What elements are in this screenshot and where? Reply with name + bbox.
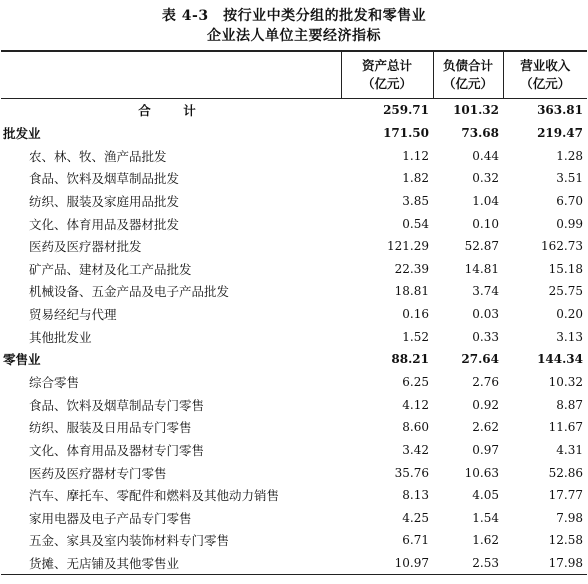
table-row	[1, 393, 587, 416]
table-row	[1, 439, 587, 462]
table-title: 表 4-3 按行业中类分组的批发和零售业	[161, 8, 427, 24]
header-revenue-label: 营业收入	[520, 58, 571, 73]
header-assets-label: 资产总计	[361, 58, 412, 73]
row-assets: 259.71	[383, 103, 429, 118]
row-assets: 121.29	[387, 239, 429, 254]
row-liabilities: 10.63	[464, 465, 499, 480]
row-revenue: 8.87	[556, 397, 583, 412]
row-liabilities: 2.62	[472, 420, 499, 435]
row-liabilities: 52.87	[464, 239, 499, 254]
row-assets: 0.54	[402, 216, 429, 231]
table-row	[1, 507, 587, 530]
row-assets: 35.76	[394, 465, 429, 480]
row-revenue: 25.75	[548, 284, 583, 299]
row-revenue: 15.18	[548, 261, 583, 276]
row-assets: 1.12	[402, 148, 429, 163]
header-name	[1, 51, 341, 99]
row-name: 综合零售	[29, 375, 80, 390]
row-liabilities: 73.68	[461, 125, 499, 140]
row-revenue: 0.20	[556, 307, 583, 322]
row-liabilities: 0.44	[472, 148, 499, 163]
row-liabilities: 1.62	[472, 533, 499, 548]
row-revenue: 4.31	[556, 442, 583, 457]
row-revenue: 12.58	[548, 533, 583, 548]
row-assets: 1.82	[402, 171, 429, 186]
row-name: 机械设备、五金产品及电子产品批发	[29, 284, 230, 300]
row-name: 批发业	[3, 125, 41, 141]
row-liabilities: 0.97	[472, 442, 499, 457]
row-name: 农、林、牧、渔产品批发	[29, 148, 167, 164]
row-revenue: 1.28	[556, 148, 583, 163]
row-liabilities: 3.74	[472, 284, 499, 299]
row-name: 合 计	[138, 103, 206, 119]
row-revenue: 7.98	[556, 510, 583, 525]
table-row	[1, 190, 587, 213]
row-name: 纺织、服装及家庭用品批发	[29, 193, 180, 209]
row-revenue: 6.70	[556, 193, 583, 208]
row-assets: 88.21	[391, 352, 429, 367]
row-liabilities: 1.04	[472, 193, 499, 208]
row-name: 食品、饮料及烟草制品专门零售	[29, 397, 205, 413]
row-assets: 4.25	[402, 510, 429, 525]
table-row	[1, 325, 587, 348]
row-name: 食品、饮料及烟草制品批发	[29, 171, 180, 187]
row-revenue: 52.86	[548, 465, 583, 480]
row-name: 其他批发业	[29, 329, 92, 345]
row-name: 汽车、摩托车、零配件和燃料及其他动力销售	[29, 488, 280, 504]
table-row	[1, 484, 587, 507]
header-revenue-unit: （亿元）	[520, 76, 571, 91]
row-assets: 8.60	[402, 420, 429, 435]
row-assets: 8.13	[402, 488, 429, 503]
row-revenue: 3.51	[556, 171, 583, 186]
row-name: 零售业	[3, 352, 41, 368]
row-assets: 1.52	[402, 329, 429, 344]
row-name: 五金、家具及室内装饰材料专门零售	[29, 533, 230, 549]
row-name: 纺织、服装及日用品专门零售	[29, 420, 192, 436]
row-name: 矿产品、建材及化工产品批发	[29, 261, 192, 277]
table-row	[1, 461, 587, 484]
row-assets: 18.81	[394, 284, 429, 299]
row-name: 医药及医疗器材专门零售	[29, 465, 167, 481]
row-name: 货摊、无店铺及其他零售业	[1, 552, 341, 575]
row-name: 文化、体育用品及器材专门零售	[29, 442, 205, 458]
row-assets: 171.50	[383, 125, 429, 140]
row-name: 贸易经纪与代理	[29, 307, 117, 323]
row-name: 家用电器及电子产品专门零售	[29, 510, 192, 526]
table-row	[1, 416, 587, 439]
table-row-section	[1, 348, 587, 371]
row-revenue: 17.77	[548, 488, 583, 503]
header-assets-unit: （亿元）	[361, 76, 412, 91]
row-assets: 6.25	[402, 375, 429, 389]
row-liabilities: 0.10	[472, 216, 499, 231]
table-header	[1, 51, 587, 99]
table-row	[1, 144, 587, 167]
row-liabilities: 27.64	[461, 352, 499, 367]
row-revenue: 10.32	[548, 375, 583, 389]
row-name: 文化、体育用品及器材批发	[29, 216, 180, 232]
row-assets: 3.42	[402, 442, 429, 457]
row-revenue: 219.47	[537, 125, 583, 140]
row-liabilities: 2.53	[433, 552, 503, 575]
table-row	[1, 371, 587, 394]
header-revenue	[503, 51, 587, 99]
row-revenue: 363.81	[537, 103, 583, 118]
header-liabilities-unit: （亿元）	[442, 76, 493, 91]
table-row	[1, 552, 587, 575]
table-row-total	[1, 99, 587, 122]
table-row	[1, 303, 587, 326]
row-revenue: 144.34	[537, 352, 583, 367]
row-liabilities: 0.03	[472, 307, 499, 322]
table-row	[1, 280, 587, 303]
row-assets: 10.97	[341, 552, 433, 575]
data-table	[1, 50, 587, 575]
header-liabilities-label: 负债合计	[442, 58, 493, 73]
row-liabilities: 1.54	[472, 510, 499, 525]
table-row	[1, 235, 587, 258]
table-row-section	[1, 122, 587, 145]
header-liabilities	[433, 51, 503, 99]
row-assets: 4.12	[402, 397, 429, 412]
table-row	[1, 257, 587, 280]
table-row	[1, 212, 587, 235]
row-liabilities: 4.05	[472, 488, 499, 503]
row-assets: 3.85	[402, 193, 429, 208]
row-liabilities: 0.32	[472, 171, 499, 186]
header-assets	[341, 51, 433, 99]
row-revenue: 11.67	[548, 420, 583, 435]
row-revenue: 17.98	[503, 552, 587, 575]
row-liabilities: 0.92	[472, 397, 499, 412]
table-row	[1, 167, 587, 190]
table-body	[1, 99, 587, 575]
row-assets: 22.39	[394, 261, 429, 276]
row-assets: 0.16	[402, 307, 429, 322]
row-revenue: 0.99	[556, 216, 583, 231]
row-liabilities: 14.81	[464, 261, 499, 276]
row-liabilities: 2.76	[472, 375, 499, 389]
row-revenue: 162.73	[541, 239, 583, 254]
table-subtitle: 企业法人单位主要经济指标	[207, 28, 381, 44]
table-row	[1, 529, 587, 552]
row-assets: 6.71	[402, 533, 429, 548]
row-liabilities: 0.33	[472, 329, 499, 344]
row-revenue: 3.13	[556, 329, 583, 344]
row-liabilities: 101.32	[453, 103, 499, 118]
row-name: 医药及医疗器材批发	[29, 239, 142, 255]
